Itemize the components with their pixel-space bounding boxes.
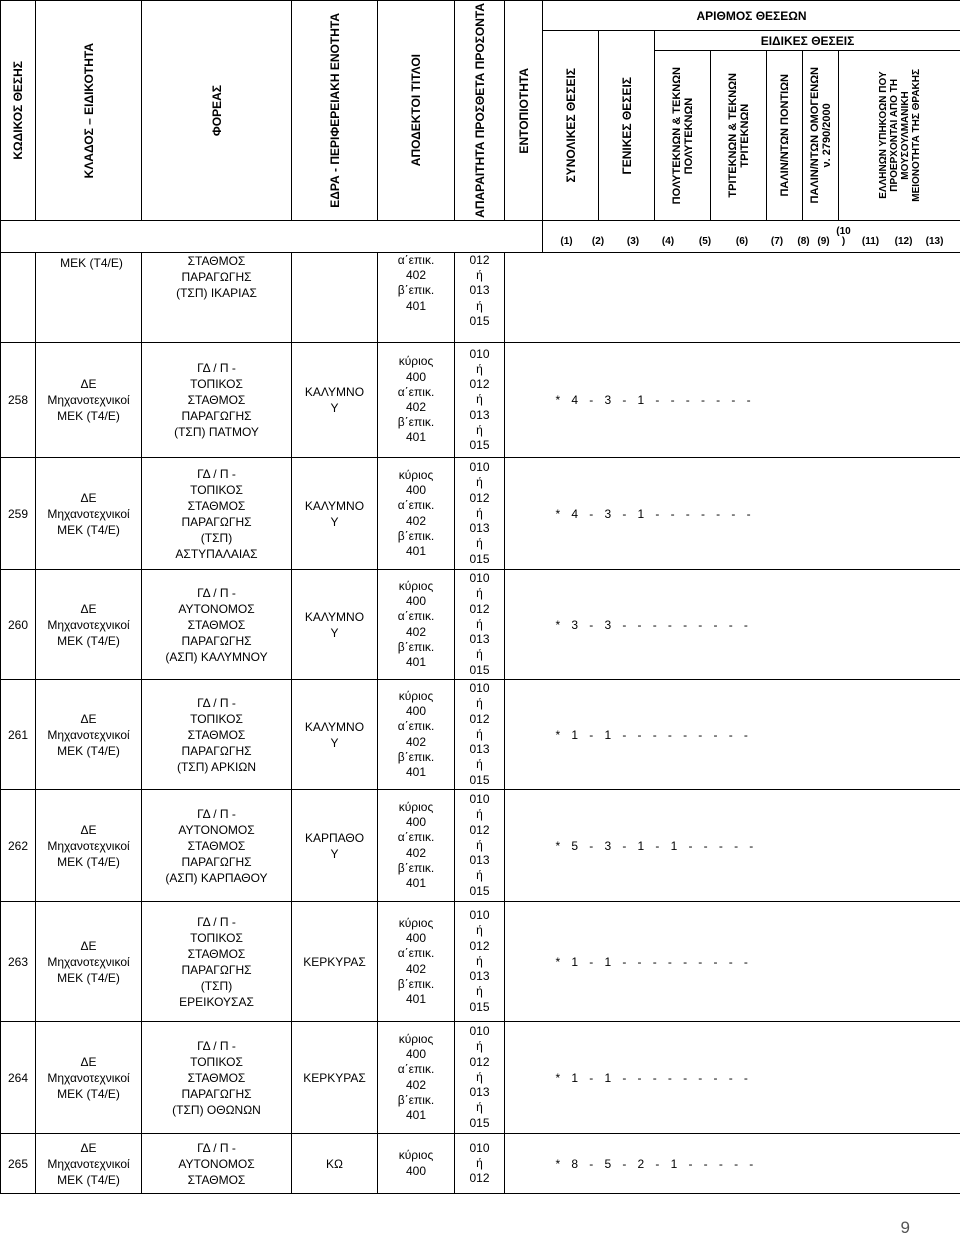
- colnum: (8): [797, 235, 810, 247]
- header-spacer: [1, 221, 543, 253]
- recipients-cell: κύριος 400 α΄επικ. 402 β΄επικ. 401: [378, 570, 455, 680]
- region-cell: ΚΑΛΥΜΝΟ Υ: [292, 458, 378, 570]
- branch-cell: ΔΕ Μηχανοτεχνικοί ΜΕΚ (Τ4/Ε): [36, 680, 142, 790]
- positions-cell: * 4 - 3 - 1 - - - - - - -: [543, 458, 960, 570]
- recipients-cell: κύριος 400 α΄επικ. 402 β΄επικ. 401: [378, 1022, 455, 1134]
- recipients-cell: κύριος 400 α΄επικ. 402 β΄επικ. 401: [378, 790, 455, 902]
- header-agency: ΦΟΡΕΑΣ: [142, 1, 292, 221]
- header-pontians: ΠΑΛΙΝ/ΝΤΩΝ ΠΟΝΤΙΩΝ: [767, 51, 803, 221]
- positions-cell: * 5 - 3 - 1 - 1 - - - - -: [543, 790, 960, 902]
- positions-cell: * 1 - 1 - - - - - - - - -: [543, 1022, 960, 1134]
- colnum: (9): [817, 235, 830, 247]
- code-cell: 260: [1, 570, 36, 680]
- quals-cell: 010 ή 012 ή 013 ή 015: [455, 790, 505, 902]
- recipients-cell: κύριος 400 α΄επικ. 402 β΄επικ. 401: [378, 458, 455, 570]
- table-row: [1, 458, 960, 570]
- table-row: [1, 1134, 960, 1194]
- branch-cell: ΔΕ Μηχανοτεχνικοί ΜΕΚ (Τ4/Ε): [36, 458, 142, 570]
- table-row: [1, 343, 960, 458]
- code-cell: 264: [1, 1022, 36, 1134]
- positions-cell: * 1 - 1 - - - - - - - - -: [543, 902, 960, 1022]
- agency-cell: ΓΔ / Π - ΤΟΠΙΚΟΣ ΣΤΑΘΜΟΣ ΠΑΡΑΓΩΓΗΣ (ΤΣΠ) ΟΘΩΝΩΝ: [142, 1022, 292, 1134]
- colnum: (5): [698, 235, 712, 247]
- location-cell: [505, 1022, 543, 1134]
- branch-cell: ΔΕ Μηχανοτεχνικοί ΜΕΚ (Τ4/Ε): [36, 343, 142, 458]
- location-cell: [505, 790, 543, 902]
- colnum: (3): [626, 235, 640, 247]
- code-cell: [1, 253, 36, 343]
- code-cell: 263: [1, 902, 36, 1022]
- code-cell: 259: [1, 458, 36, 570]
- recipients-cell: α΄επικ. 402 β΄επικ. 401: [378, 253, 455, 343]
- colnum: (4): [661, 235, 675, 247]
- positions-cell: * 4 - 3 - 1 - - - - - - -: [543, 343, 960, 458]
- recipients-cell: κύριος 400 α΄επικ. 402 β΄επικ. 401: [378, 343, 455, 458]
- header-branch: ΚΛΑΔΟΣ – ΕΙΔΙΚΟΤΗΤΑ: [36, 1, 142, 221]
- page-number: 9: [900, 1218, 910, 1237]
- branch-cell: ΔΕ Μηχανοτεχνικοί ΜΕΚ (Τ4/Ε): [36, 902, 142, 1022]
- header-code: ΚΩΔΙΚΟΣ ΘΕΣΗΣ: [1, 1, 36, 221]
- colnum: (13): [925, 235, 944, 247]
- quals-cell: 010 ή 012 ή 013 ή 015: [455, 570, 505, 680]
- region-cell: ΚΑΛΥΜΝΟ Υ: [292, 680, 378, 790]
- location-cell: [505, 570, 543, 680]
- region-cell: ΚΑΡΠΑΘΟ Υ: [292, 790, 378, 902]
- branch-cell: ΔΕ Μηχανοτεχνικοί ΜΕΚ (Τ4/Ε): [36, 790, 142, 902]
- location-cell: [505, 1134, 543, 1194]
- header-special-title: ΕΙΔΙΚΕΣ ΘΕΣΕΙΣ: [655, 31, 960, 51]
- agency-cell: ΓΔ / Π - ΤΟΠΙΚΟΣ ΣΤΑΘΜΟΣ ΠΑΡΑΓΩΓΗΣ (ΤΣΠ) ΑΡΚΙΩΝ: [142, 680, 292, 790]
- positions-cell: * 8 - 5 - 2 - 1 - - - - -: [543, 1134, 960, 1194]
- location-cell: [505, 458, 543, 570]
- quals-cell: 010 ή 012 ή 013 ή 015: [455, 458, 505, 570]
- header-quals: ΑΠΑΡΑΙΤΗΤΑ ΠΡΟΣΘΕΤΑ ΠΡΟΣΟΝΤΑ: [455, 1, 505, 221]
- quals-cell: 012 ή 013 ή 015: [455, 253, 505, 343]
- agency-cell: ΓΔ / Π - ΑΥΤΟΝΟΜΟΣ ΣΤΑΘΜΟΣ: [142, 1134, 292, 1194]
- region-cell: ΚΕΡΚΥΡΑΣ: [292, 1022, 378, 1134]
- quals-cell: 010 ή 012: [455, 1134, 505, 1194]
- positions-cell: * 3 - 3 - - - - - - - - -: [543, 570, 960, 680]
- table-row: [1, 680, 960, 790]
- colnum: (1): [560, 235, 573, 247]
- code-cell: 261: [1, 680, 36, 790]
- table-row: [1, 1022, 960, 1134]
- colnum: (7): [770, 235, 784, 247]
- agency-cell: ΓΔ / Π - ΤΟΠΙΚΟΣ ΣΤΑΘΜΟΣ ΠΑΡΑΓΩΓΗΣ (ΤΣΠ) ΕΡΕΙΚΟΥΣΑΣ: [142, 902, 292, 1022]
- header-minority: ΕΛΛΗΝΩΝ ΥΠΗΚΟΩΝ ΠΟΥ ΠΡΟΕΡΧΟΝΤΑΙ ΑΠΟ ΤΗ ΜΟΥΣΟΥΛΜΑΝΙΚΗ ΜΕΙΟΝΟΤΗΤΑ ΤΗΣ ΘΡΑΚΗΣ: [839, 51, 960, 221]
- agency-cell: ΓΔ / Π - ΤΟΠΙΚΟΣ ΣΤΑΘΜΟΣ ΠΑΡΑΓΩΓΗΣ (ΤΣΠ) ΑΣΤΥΠΑΛΑΙΑΣ: [142, 458, 292, 570]
- location-cell: [505, 343, 543, 458]
- location-cell: [505, 680, 543, 790]
- header-total: ΣΥΝΟΛΙΚΕΣ ΘΕΣΕΙΣ: [543, 31, 599, 221]
- colnum: (12): [894, 235, 913, 247]
- branch-cell: ΔΕ Μηχανοτεχνικοί ΜΕΚ (Τ4/Ε): [36, 1022, 142, 1134]
- agency-cell: ΣΤΑΘΜΟΣ ΠΑΡΑΓΩΓΗΣ (ΤΣΠ) ΙΚΑΡΙΑΣ: [142, 253, 292, 343]
- location-cell: [505, 253, 543, 343]
- header-positions-title: ΑΡΙΘΜΟΣ ΘΕΣΕΩΝ: [543, 1, 960, 31]
- region-cell: ΚΕΡΚΥΡΑΣ: [292, 902, 378, 1022]
- header-omogeneis: ΠΑΛΙΝ/ΝΤΩΝ ΟΜΟΓΕΝΩΝ ν. 2790/2000: [803, 51, 839, 221]
- quals-cell: 010 ή 012 ή 013 ή 015: [455, 902, 505, 1022]
- quals-cell: 010 ή 012 ή 013 ή 015: [455, 1022, 505, 1134]
- region-cell: ΚΩ: [292, 1134, 378, 1194]
- positions-cell: [543, 253, 960, 343]
- location-cell: [505, 902, 543, 1022]
- code-cell: 258: [1, 343, 36, 458]
- header-location: ΕΝΤΟΠΙΟΤΗΤΑ: [505, 1, 543, 221]
- agency-cell: ΓΔ / Π - ΑΥΤΟΝΟΜΟΣ ΣΤΑΘΜΟΣ ΠΑΡΑΓΩΓΗΣ (ΑΣΠ) ΚΑΛΥΜΝΟΥ: [142, 570, 292, 680]
- region-cell: ΚΑΛΥΜΝΟ Υ: [292, 343, 378, 458]
- column-numbers: [543, 221, 960, 253]
- quals-cell: 010 ή 012 ή 013 ή 015: [455, 343, 505, 458]
- table-row: [1, 790, 960, 902]
- colnum: (10 ): [836, 225, 851, 247]
- table-row: [1, 253, 960, 343]
- header-large-family: ΠΟΛΥΤΕΚΝΩΝ & ΤΕΚΝΩΝ ΠΟΛΥΤΕΚΝΩΝ: [655, 51, 711, 221]
- table-row: [1, 570, 960, 680]
- branch-cell: ΔΕ Μηχανοτεχνικοί ΜΕΚ (Τ4/Ε): [36, 1134, 142, 1194]
- colnum: (11): [861, 235, 880, 247]
- header-recipients: ΑΠΟΔΕΚΤΟΙ ΤΙΤΛΟΙ: [378, 1, 455, 221]
- agency-cell: ΓΔ / Π - ΑΥΤΟΝΟΜΟΣ ΣΤΑΘΜΟΣ ΠΑΡΑΓΩΓΗΣ (ΑΣΠ) ΚΑΡΠΑΘΟΥ: [142, 790, 292, 902]
- positions-cell: * 1 - 1 - - - - - - - - -: [543, 680, 960, 790]
- recipients-cell: κύριος 400 α΄επικ. 402 β΄επικ. 401: [378, 902, 455, 1022]
- quals-cell: 010 ή 012 ή 013 ή 015: [455, 680, 505, 790]
- recipients-cell: κύριος 400 α΄επικ. 402 β΄επικ. 401: [378, 680, 455, 790]
- branch-cell: ΜΕΚ (Τ4/Ε): [36, 253, 142, 343]
- branch-cell: ΔΕ Μηχανοτεχνικοί ΜΕΚ (Τ4/Ε): [36, 570, 142, 680]
- agency-cell: ΓΔ / Π - ΤΟΠΙΚΟΣ ΣΤΑΘΜΟΣ ΠΑΡΑΓΩΓΗΣ (ΤΣΠ) ΠΑΤΜΟΥ: [142, 343, 292, 458]
- header-general: ΓΕΝΙΚΕΣ ΘΕΣΕΙΣ: [599, 31, 655, 221]
- colnum: (6): [735, 235, 749, 247]
- header-three-child: ΤΡΙΤΕΚΝΩΝ & ΤΕΚΝΩΝ ΤΡΙΤΕΚΝΩΝ: [711, 51, 767, 221]
- region-cell: ΚΑΛΥΜΝΟ Υ: [292, 570, 378, 680]
- code-cell: 262: [1, 790, 36, 902]
- colnum: (2): [591, 235, 605, 247]
- code-cell: 265: [1, 1134, 36, 1194]
- region-cell: [292, 253, 378, 343]
- table-row: [1, 902, 960, 1022]
- recipients-cell: κύριος 400: [378, 1134, 455, 1194]
- header-region: ΕΔΡΑ - ΠΕΡΙΦΕΡΕΙΑΚΗ ΕΝΟΤΗΤΑ: [292, 1, 378, 221]
